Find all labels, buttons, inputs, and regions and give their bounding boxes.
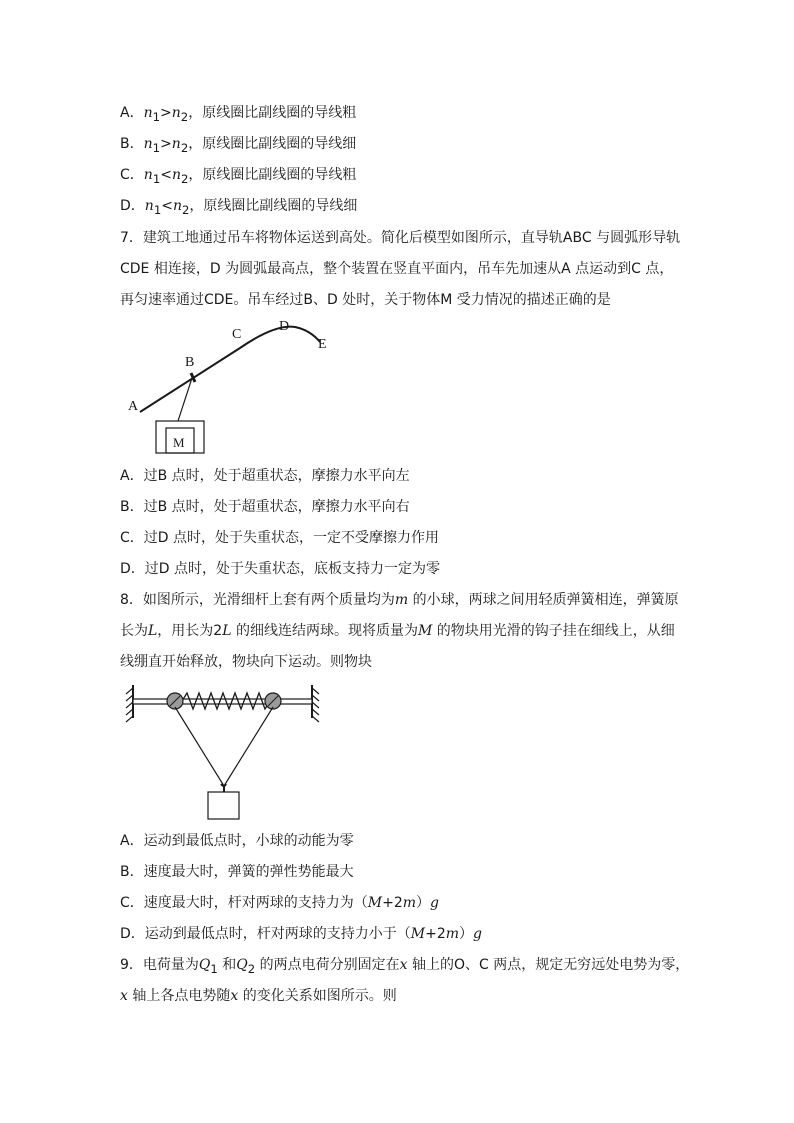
smooth-rod	[133, 699, 312, 704]
q6-option-a: A．$n_1>n_2$，原线圈比副线圈的导线粗	[120, 105, 357, 124]
q7-option-b: B．过B 点时，处于超重状态，摩擦力水平向右	[120, 499, 410, 515]
q9-stem-line-1: 9．电荷量为$Q_1$ 和$Q_2$ 的两点电荷分别固定在x 轴上的O、C 两点，规定无穷远处电势为零，	[120, 957, 690, 976]
label-c: C	[232, 327, 242, 342]
q6-option-c: C．$n_1<n_2$，原线圈比副线圈的导线粗	[120, 167, 357, 186]
cable	[178, 378, 192, 421]
q9-stem-line-2: x 轴上各点电势随x 的变化关系如图所示。则	[120, 988, 397, 1004]
q7-stem-line-3: 再匀速率通过CDE。吊车经过B、D 处时，关于物体M 受力情况的描述正确的是	[120, 292, 611, 308]
q8-option-b: B．速度最大时，弹簧的弹性势能最大	[120, 864, 354, 880]
q8-stem-line-2: 长为L，用长为2L 的细线连结两球。现将质量为M 的物块用光滑的钩子挂在细线上，从细	[120, 623, 675, 639]
q6-option-d: D．$n_1<n_2$，原线圈比副线圈的导线细	[120, 198, 358, 217]
string-left	[175, 707, 224, 786]
block-m	[208, 792, 239, 819]
q7-option-c: C．过D 点时，处于失重状态，一定不受摩擦力作用	[120, 530, 440, 546]
q6-option-b: B．$n_1>n_2$，原线圈比副线圈的导线细	[120, 136, 357, 155]
q7-stem-line-1: 7．建筑工地通过吊车将物体运送到高处。简化后模型如图所示，直导轨ABC 与圆弧形导轨	[120, 230, 681, 246]
label-a: A	[128, 399, 139, 414]
label-d: D	[279, 319, 290, 334]
q7-option-d: D．过D 点时，处于失重状态，底板支持力一定为零	[120, 561, 441, 577]
string-right	[224, 707, 273, 786]
q7-crane-figure	[120, 318, 350, 458]
q8-stem-line-1: 8．如图所示，光滑细杆上套有两个质量均为m 的小球，两球之间用轻质弹簧相连，弹簧原	[120, 592, 679, 608]
track-abc-cde	[140, 327, 320, 412]
label-m: M	[173, 435, 185, 450]
label-b: B	[185, 355, 195, 370]
q8-option-a: A．运动到最低点时，小球的动能为零	[120, 833, 354, 849]
hook	[221, 784, 226, 792]
q8-spring-figure	[120, 680, 330, 825]
q8-option-d: D．运动到最低点时，杆对两球的支持力小于（M+2m）g	[120, 926, 483, 942]
q8-stem-line-3: 线绷直开始释放，物块向下运动。则物块	[120, 654, 372, 670]
q7-stem-line-2: CDE 相连接，D 为圆弧最高点，整个装置在竖直平面内，吊车先加速从A 点运动到C 点，	[120, 261, 674, 277]
label-e: E	[318, 337, 327, 352]
q8-option-c: C．速度最大时，杆对两球的支持力为（M+2m）g	[120, 895, 440, 911]
q7-option-a: A．过B 点时，处于超重状态，摩擦力水平向左	[120, 468, 410, 484]
